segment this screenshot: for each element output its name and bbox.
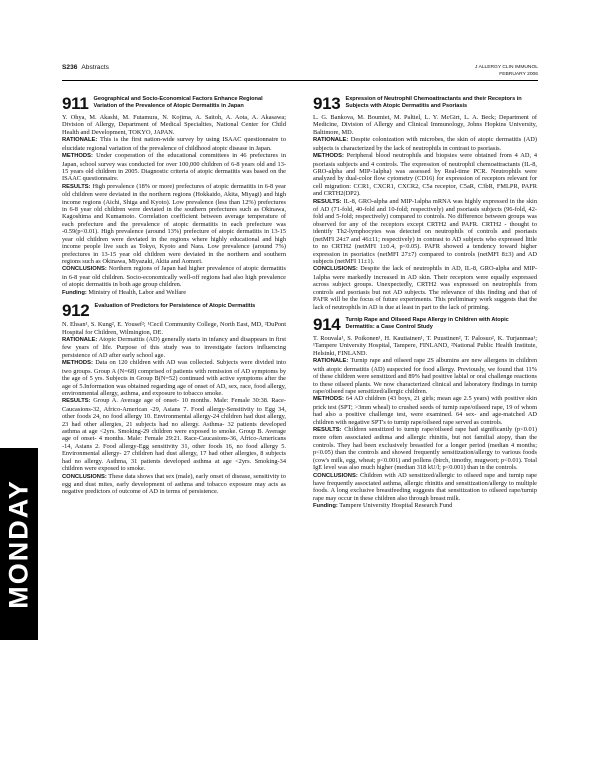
running-header-right — [475, 64, 538, 78]
abstract-section — [313, 426, 537, 472]
abstract-title: Evaluation of Predictors for Persistence of Atopic Dermatitis — [94, 303, 256, 310]
abstract-authors: N. Ehsan¹, S. Kung², E. Yousef²; ¹Cecil Community College, North East, MD, ²DuPont Hospital for Children, Wilmington, DE. — [62, 321, 286, 336]
section-label: RATIONALE: — [313, 358, 349, 365]
section-text: IL-8, GRO-alpha and MIP-1alpha mRNA was highly expressed in the skin of AD (71-fold, 40-fold and 10-fold; respectively) and psoriasis subjects (96-fold, 42-fold and 5-fold; respectively) compared to controls. No difference between groups was observed for any of the receptors except CRTH2 and PAFR. CRTH2 - thought to identify Th2-lymphocytes was detected on neutrophils of controls and psoriasis (netMFI 24±7 and 46±11; respectively) in contrast to AD subjects who expressed little to no CRTH2 (netMFI 1±0.4, p<0.05). PAFR showed a tendency toward higher expression in psoriatics (netMFI 27±7) compared to controls (netMFI 8±3) and AD subjects (netMFI 11±1). — [313, 197, 537, 266]
section-text: Children sensitized to turnip rape/oilseed rape had significantly (p<0.01) more often associated asthma and allergic rhinitis, but not familial atopy, than the controls. They had been exclusively breastfed for a longer period (median 4 months; p<0.05) than the controls and showed frequently sensitization/allergy to various foods (cow's milk, egg, wheat; p<0.001) and pollens (birch, timothy, mugwort; p<0.01). Total IgE level was also much higher (median 318 kU/l; p<0.001) than in the controls. — [313, 426, 537, 472]
section-label: RATIONALE: — [62, 137, 98, 144]
section-label: CONCLUSIONS: — [313, 472, 358, 479]
section-label: CONCLUSIONS: — [62, 266, 107, 273]
abstract-section — [62, 289, 286, 297]
abstract-authors: L. G. Bankova, M. Boumiet, M. Paltiel, L. Y. McGirt, L. A. Beck; Department of Medicine, Division of Allergy and Clinical Immunology, Johns Hopkins University, Baltimore, MD. — [313, 114, 537, 136]
abstract-title: Turnip Rape and Oilseed Rape Allergy in Children with Atopic Dermatitis: a Case Control Study — [345, 316, 509, 330]
issue-date: FEBRUARY 2006 — [499, 72, 538, 77]
section-text: 64 AD children (43 boys, 21 girls; mean age 2.5 years) with positive skin prick test (SPT; >3mm wheal) to crushed seeds of turnip rape/oilseed rape, 19 of whom had also a positive challenge test, were examined. 64 sex- and age-matched AD children with negative SPT's to turnip rape/oilseed rape served as controls. — [313, 395, 537, 426]
running-header-left — [62, 64, 109, 71]
section-text: Turnip rape and oilseed rape 2S albumins are new allergens in children with atopic dermatitis (AD) suspected for food allergy. Previously, we found that 11% of these children were sensitized and 89% had positive labial or oral challenge reactions to these oilseed plants. We now characterized clinical and laboratory findings in turnip rape/oilseed rape sensitized/allergic children. — [313, 357, 537, 395]
abstract-section — [62, 136, 286, 152]
abstract-section — [313, 265, 537, 311]
section-text: Data on 120 children with AD was collected. Subjects were divided into two groups. Group A (N=68) comprised of patients with remission of AD symptoms by the age of 5 yrs. Subjects in Group B(N=52) continued with active symptoms after the age of 5.Information was obtained regarding age of onset of AD, sex, race, food allergy, environmental allergy, asthma, and exposure to tobacco smoke. — [62, 359, 286, 397]
abstract-number: 911 — [62, 94, 89, 113]
abstract — [313, 95, 537, 311]
abstract-title: Expression of Neutrophil Chemoattractants and their Receptors in Subjects with Atopic Dermatitis and Psoriasis — [345, 96, 522, 109]
section-label: CONCLUSIONS: — [62, 473, 107, 480]
section-label: RESULTS: — [313, 427, 342, 434]
abstract-section — [62, 359, 286, 397]
section-text: Under cooperation of the educational committees in 46 prefectures in Japan, school survey was conducted for over 100,000 children of 6-8 years old and 13-15 years old children in 2005. Diagnostic criteria of atopic dermatitis was based on the ISAAC questionnaire. — [62, 152, 286, 183]
abstract-number: 913 — [313, 94, 341, 113]
abstract-section — [62, 473, 286, 496]
section-label: RATIONALE: — [313, 137, 349, 144]
section-text: Atopic Dermatitis (AD) generally starts in infancy and disappears in first few years of life. Purpose of this study was to investigate factors influencing persistence of AD after early school age. — [62, 335, 286, 359]
section-label: RESULTS: — [62, 183, 91, 190]
header-rule — [62, 80, 538, 81]
section-text: This is the first nation-wide survey by using ISAAC questionnaire to elucidate regional variation of the prevalence of childhood atopic disease in Japan. — [62, 136, 286, 152]
abstract-section — [313, 502, 537, 510]
section-label: CONCLUSIONS: — [313, 266, 358, 273]
abstract-authors: T. Rouvala¹, S. Poikonen¹, H. Kautiainen¹, T. Puustinen², T. Palosuo², K. Turjanmaa¹; ¹Tampere University Hospital, Tampere, FINLAND, ²National Public Health Institute, Helsinki, FINLAND. — [313, 334, 537, 357]
section-label: RESULTS: — [313, 198, 342, 205]
abstract-section — [62, 265, 286, 288]
section-text: Ministry of Health, Labor and Welfare — [88, 288, 187, 296]
section-text: Despite the lack of neutrophils in AD, IL-8, GRO-alpha and MIP-1alpha were markedly increased in AD skin. Their receptors were equally expressed across subject groups. Unexpectedly, CRTH2 was expressed on neutrophils from controls and psoriasis but not AD subjects. The relevance of this finding and that of PAFR will be the focus of future experiments. This preliminary work suggests that the lack of neutrophils in AD is due at least in part to the lack of priming. — [313, 265, 537, 311]
abstract-number: 912 — [62, 301, 90, 321]
section-label: METHODS: — [62, 360, 93, 367]
abstract-section — [62, 152, 286, 183]
section-text: Tampere University Hospital Research Fund — [339, 502, 453, 510]
abstract-section — [62, 336, 286, 359]
abstract-section — [313, 198, 537, 266]
section-text: Despite colonization with microbes, the skin of atopic dermatitis (AD) subjects is characterized by the lack of neutrophils in contrast to psoriasis. — [313, 136, 537, 152]
abstract-section — [313, 357, 537, 395]
day-label: MONDAY — [3, 479, 34, 609]
abstract — [62, 302, 286, 496]
section-label: METHODS: — [62, 153, 93, 160]
section-name: Abstracts — [81, 64, 109, 71]
abstract-section — [62, 397, 286, 472]
section-label: RATIONALE: — [62, 336, 98, 343]
day-side-tab — [0, 448, 38, 640]
abstract-section — [313, 395, 537, 426]
section-text: High prevalence (18% or more) prefectures of atopic dermatitis in 6-8 year old children were deviated in the northern regions (Hokkaido, Akita, Miyagi) and high income regions (Aichi, Shiga and Kyoto). Low prevalence (less than 12%) prefectures in 6-8 year old children were deviated in the southern prefectures such as Okinawa, Kagoshima and Kumamoto. Correlation coefficient between average temperature of each prefecture and the prevalence of atopic dermatitis in each prefecture was -0.59(p<0.01). High prevalence (around 13%) prefecture of atopic dermatitis in 13-15 year old children were deviated in the regions where highly educational and high income people live such as Tokyo, Kyoto and Nara. Low prevalence (around 7%) prefectures in 13-15 year old children were deviated in the northern and southern regions such as Okinawa, Miyazaki, Akita and Aomori. — [62, 182, 286, 266]
page-number: S236 — [62, 64, 78, 71]
abstract-number: 914 — [313, 314, 341, 334]
section-label: METHODS: — [313, 153, 344, 160]
journal-name: J ALLERGY CLIN IMMUNOL — [475, 65, 538, 70]
abstract — [313, 316, 537, 511]
section-text: Northern regions of Japan had higher prevalence of atopic dermatitis in 6-8 year old children. Socio-economically well-off regions had also high prevalence of atopic dermatitis in both age group children. — [62, 265, 286, 289]
left-column — [62, 95, 286, 501]
abstract-section — [313, 152, 537, 198]
abstract-title: Geographical and Socio-Economical Factors Enhance Regional Variation of the Prevalence of Atopic Dermatitis in Japan — [93, 96, 263, 109]
abstract — [62, 95, 286, 297]
abstract-authors: Y. Ohya, M. Akashi, M. Futamura, N. Kojima, A. Saitoh, A. Aota, A. Akasawa; Division of Allergy, Department of Medical Specialties, National Center for Child Health and Development, TOKYO, JAPAN. — [62, 114, 286, 136]
section-text: Group A. Average age of onset- 10 months. Male: Female 30:38. Race-Caucasions-32, Africo-American -29, Asians 7. Food allergy-Sensitivity to Egg 34, other foods 24, no food allergy 10. Environmental allergy-24 children had dust allergy, 23 had other allergies, 21 subjects had no allergy. Asthma- 32 patients developed asthma at age <2yrs. Smoking-29 children were exposed to smoke. Group B. Average age of onset- 4 months. Male: Female 29:21. Race-Caucasions-36, Africo-Americans -14, Asians 2. Food allergy-Egg sensitivity 31, other foods 16, no food allergy 5. Environmental allergy- 27 children had dust allergy, 17 had other allergies, 8 subjects had no allergy. Asthma, 31 patients developed asthma at age <2yrs. Smoking-34 children were exposed to smoke. — [62, 397, 286, 473]
section-text: These data shows that sex (male), early onset of disease, sensitivity to egg and dust mites, early development of asthma and tobacco exposure may acts as negative predictors of outcome of AD in terms of persistence. — [62, 472, 286, 496]
right-column — [313, 95, 537, 516]
abstract-section — [313, 136, 537, 152]
section-label: Funding: — [62, 289, 87, 296]
abstract-section — [313, 472, 537, 503]
section-text: Children with AD sensitized/allergic to oilseed rape and turnip rape have frequently associated asthma, allergic rhinitis and sensitization/allergy to multiple foods. A long exclusive breastfeeding suggests that sensitization to oilseed rape/turnip rape may occur in these children also through breast milk. — [313, 471, 538, 502]
section-label: METHODS: — [313, 396, 344, 403]
abstract-section — [62, 183, 286, 266]
section-label: RESULTS: — [62, 398, 91, 405]
section-label: Funding: — [313, 503, 338, 510]
section-text: Peripheral blood neutrophils and biopsies were obtained from 4 AD, 4 psoriasis subjects and 4 controls. The expression of neutrophil chemoattractants (IL-8, GRO-alpha and MIP-1alpha) was assessed by Real-time PCR. Neutrophils were analyzed by dual-color flow cytometry (CD16) for expression of receptors relevant for cell migration: CCR1, CXCR1, CXCR2, C5a receptor, C5aR, C3bR, FMLPR, PAFR and CRTH2(DP2). — [313, 152, 537, 198]
